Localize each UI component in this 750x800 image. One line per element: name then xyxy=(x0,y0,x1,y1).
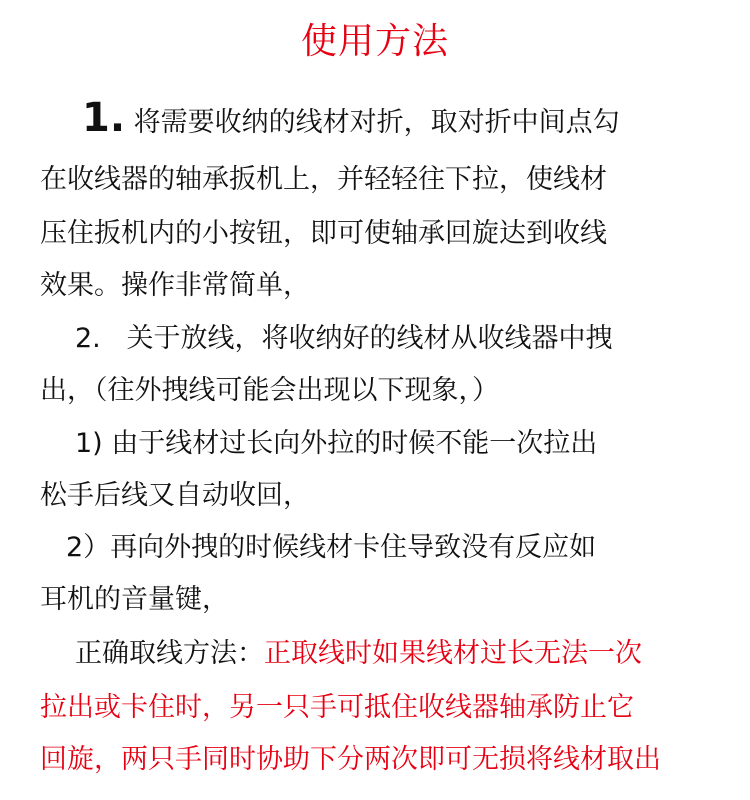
sub1-line1 xyxy=(75,420,597,468)
sub1-line2: 松手后线又自动收回， xyxy=(40,480,310,511)
sub2-number: 2） xyxy=(66,532,111,563)
step1-line4: 效果。操作非常简单， xyxy=(40,270,310,301)
step1-line2: 在收线器的轴承扳机上，并轻轻往下拉，使线材 xyxy=(40,164,607,195)
step2-line2: 出，（往外拽线可能会出现以下现象，） xyxy=(40,375,499,406)
step1-number: 1. xyxy=(82,95,126,141)
page-title: 使用方法 xyxy=(300,21,449,62)
step1-line1 xyxy=(82,94,620,142)
correct-red-line2: 拉出或卡住时，另一只手可抵住收线器轴承防止它 xyxy=(40,692,634,723)
sub2-line1 xyxy=(66,524,596,572)
correct-red-line3: 回旋，两只手同时协助下分两次即可无损将线材取出 xyxy=(40,744,661,775)
step1-text-1: 将需要收纳的线材对折，取对折中间点勾 xyxy=(133,107,620,138)
step1-line3: 压住扳机内的小按钮，即可使轴承回旋达到收线 xyxy=(40,218,607,249)
step2-number: 2. xyxy=(75,323,101,354)
step2-line1 xyxy=(75,315,613,363)
sub1-text-1: 由于线材过长向外拉的时候不能一次拉出 xyxy=(111,428,598,459)
correct-red-text-1: 正取线时如果线材过长无法一次 xyxy=(264,638,642,669)
correct-label: 正确取线方法： xyxy=(75,638,264,669)
correct-line1 xyxy=(75,630,642,678)
sub2-line2: 耳机的音量键， xyxy=(40,584,229,615)
sub1-number: 1) xyxy=(75,428,103,459)
step2-text-1: 关于放线，将收纳好的线材从收线器中拽 xyxy=(126,323,613,354)
sub2-text-1: 再向外拽的时候线材卡住导致没有反应如 xyxy=(110,532,597,563)
